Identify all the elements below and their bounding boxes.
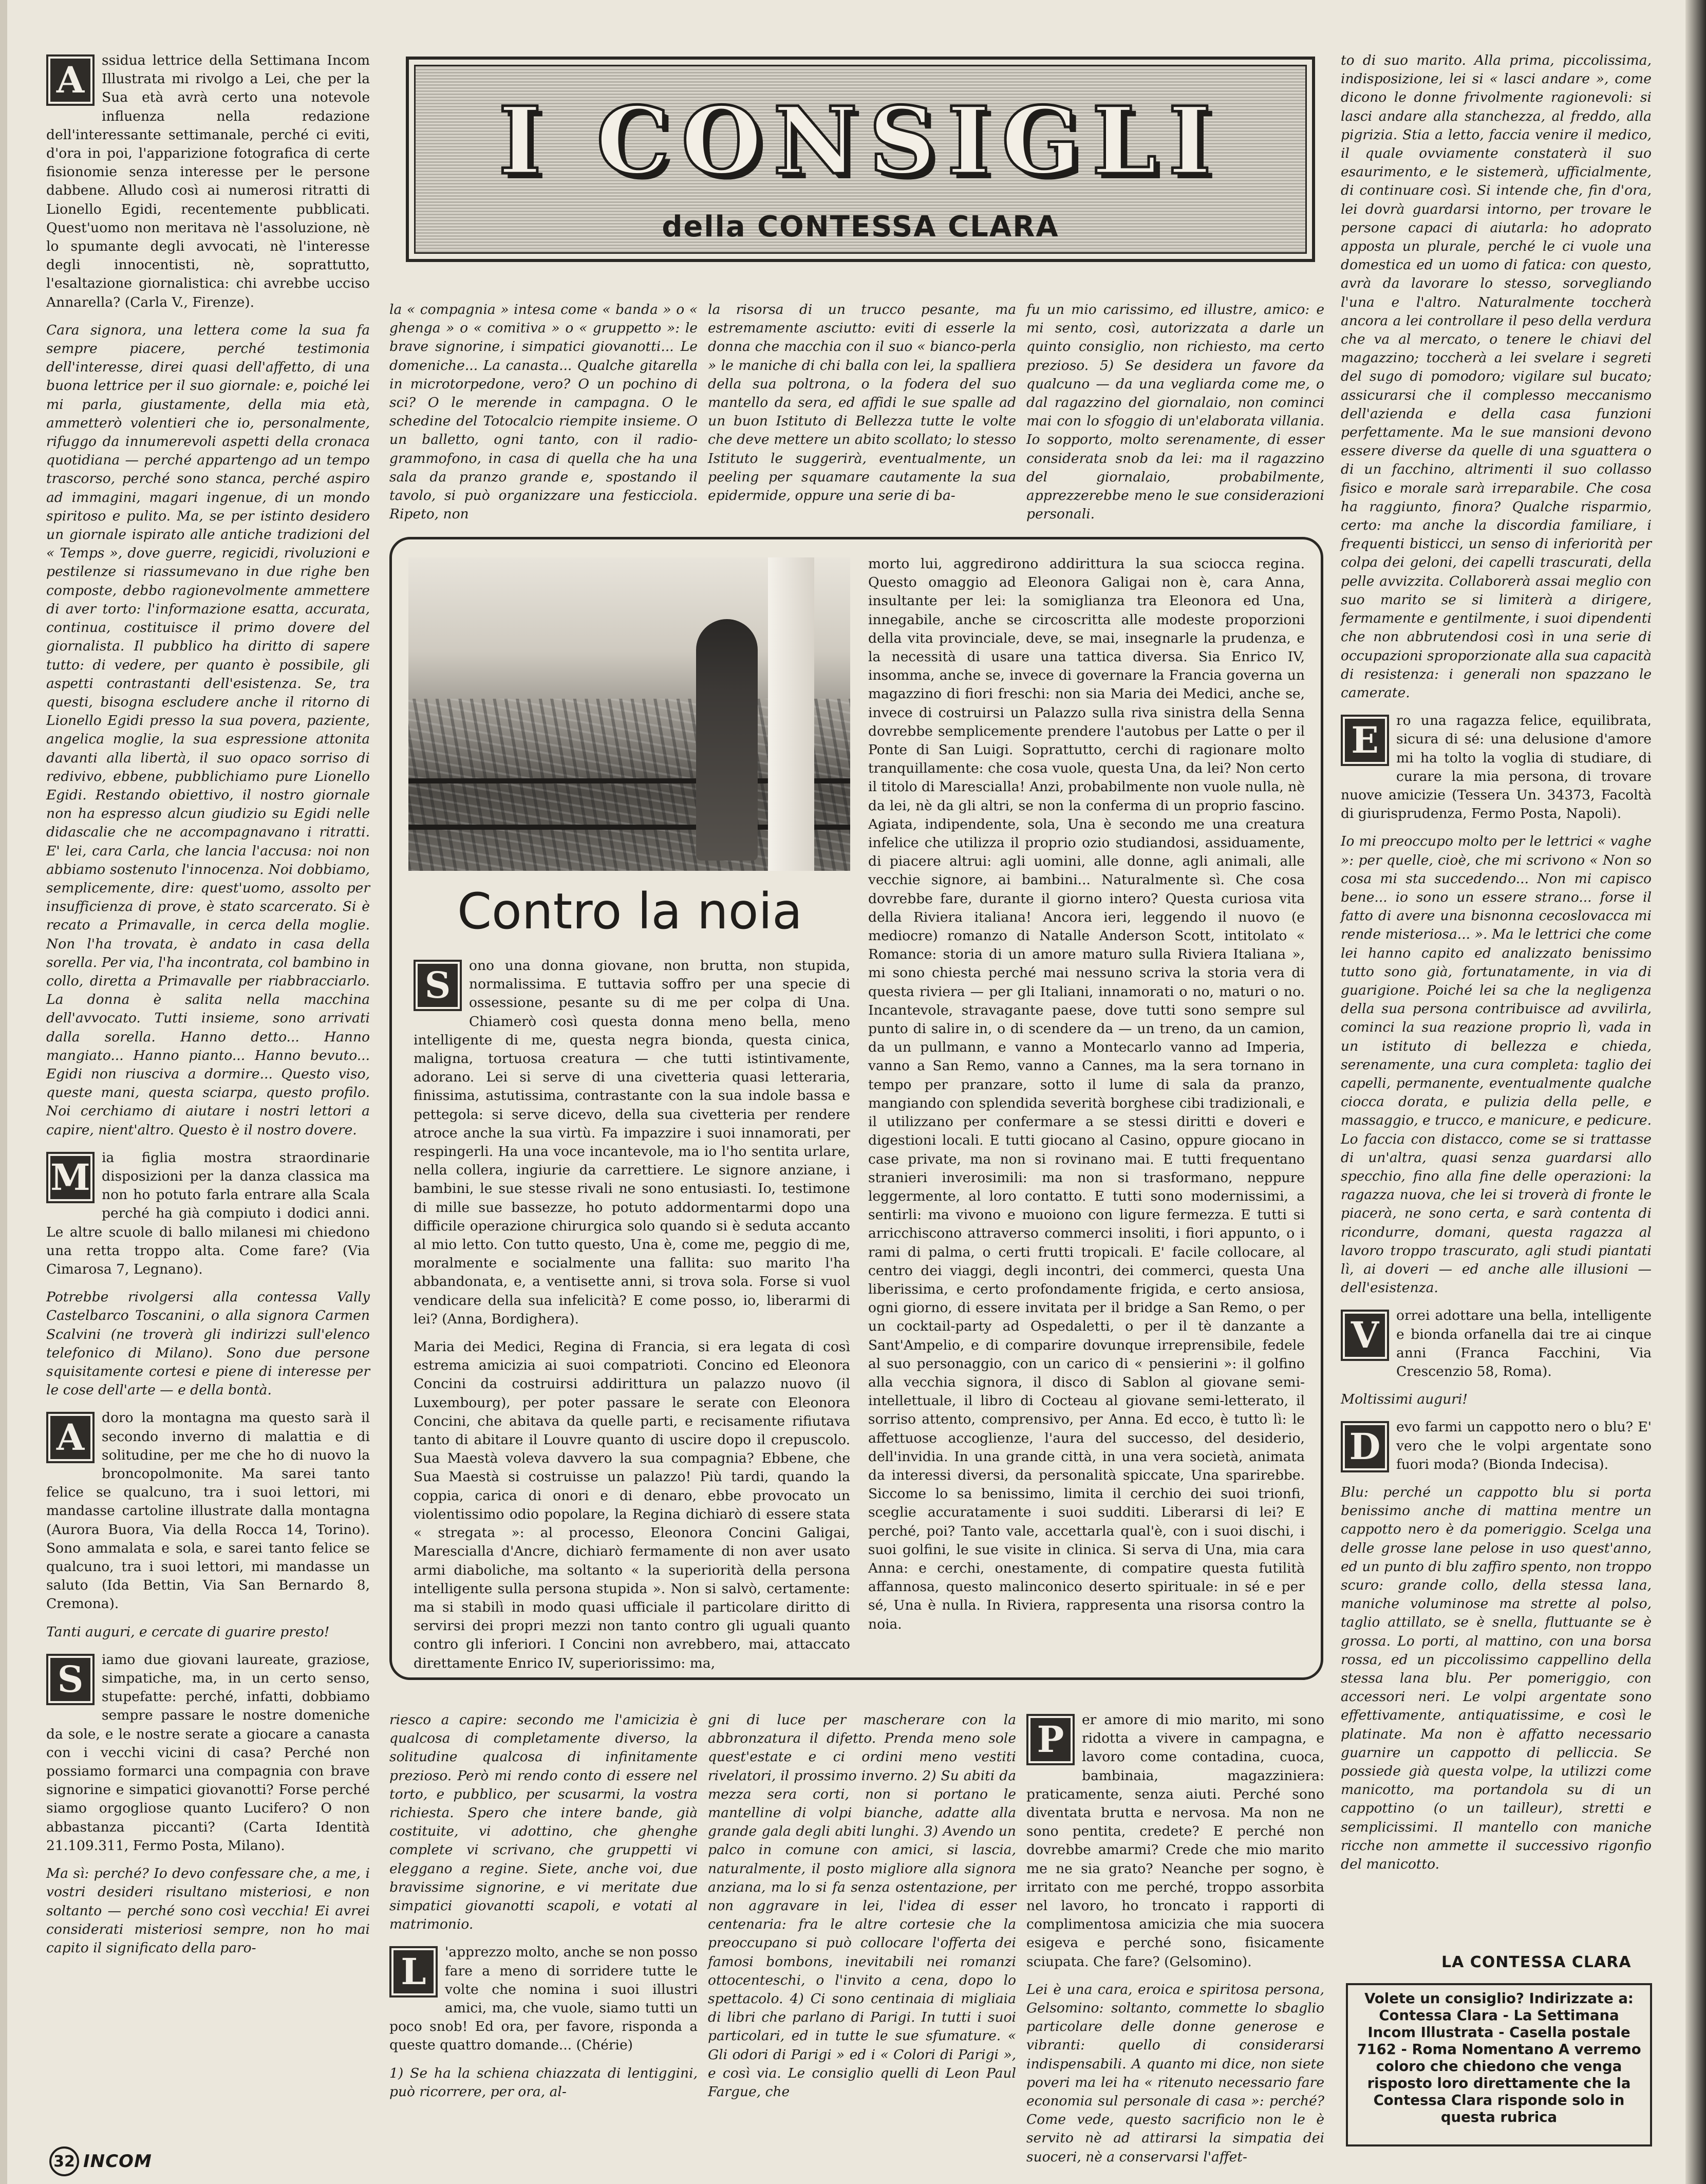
column-2-bottom xyxy=(389,1711,698,2153)
feature-heading: Contro la noia xyxy=(457,883,802,940)
reply-paragraph xyxy=(46,1288,370,1399)
letter-paragraph xyxy=(1341,1306,1652,1381)
paragraph-text: ro una ragazza felice, equilibrata, sicura di sé: una delusione d'amore mi ha tolto la voglia di studiare, di curare la mia persona, di trovare nuove amicizie (Tessera Un. 34373, Facoltà di giurisprudenza, Fermo Posta, Napoli). xyxy=(1341,713,1652,822)
drop-cap: V xyxy=(1341,1310,1389,1361)
column-3-top xyxy=(708,301,1016,521)
column-4-bottom xyxy=(1026,1711,1324,2165)
drop-cap: P xyxy=(1026,1714,1075,1765)
reply-paragraph xyxy=(1026,1981,1324,2167)
page-binding-edge xyxy=(0,0,7,2184)
drop-cap: A xyxy=(46,54,95,106)
drop-cap: M xyxy=(46,1152,95,1203)
letter-paragraph xyxy=(1026,1711,1324,1971)
letter-paragraph xyxy=(46,1651,370,1855)
column-5 xyxy=(1341,51,1652,1947)
column-1 xyxy=(46,51,370,2132)
reply-paragraph xyxy=(1341,1483,1652,1874)
signature: LA CONTESSA CLARA xyxy=(1441,1953,1632,1971)
paragraph-text: orrei adottare una bella, intelligente e bionda orfanella dai tre ai cinque anni (Franca Facchini, Via Crescenzio 58, Roma). xyxy=(1396,1308,1652,1380)
paragraph-text: iamo due giovani laureate, graziose, simpatiche, ma, in un certo senso, stupefatte: perché, infatti, dobbiamo sempre passare le nostre domeniche da sole, e le nostre serate a giocare a canasta con i vecchi vicini di casa? Perché non possiamo formarci una compagnia con brave signorine e simpatici giovanotti? Forse perché siamo orgogliose quanto Lucifero? O non abbastanza piccanti? (Carta Identità 21.109.311, Fermo Posta, Milano). xyxy=(46,1651,370,1854)
article-paragraph: gni di luce per mascherare con la abbronzatura il difetto. Prenda meno sole quest'estate e ci ordini meno vestiti rivelatori, il prossimo inverno. 2) Su abiti da mezza sera corti, non si portano le mantelline di volpi bianche, adatte alla grande gala degli abiti lunghi. 3) Avendo un palco in comune con amici, si lascia, naturalmente, il posto migliore alla signora anziana, ma lo si fa senza ostentazione, per non aggravare in lei, l'idea di esser centenaria: fra le altre cortesie che la preoccupano si può collocare l'offerta dei famosi bombons, inevitabili nei romanzi ottocenteschi, o l'invito a cena, dopo lo spettacolo. 4) Ci sono centinaia di migliaia di libri che parlano di Parigi. In tutti i suoi particolari, ed in tutte le sue sfumature. « Gli odori di Parigi » ed i « Colori di Parigi », e così via. Le consiglio quelli di Leon Paul Fargue, che xyxy=(708,1712,1016,2100)
reply-paragraph xyxy=(1341,1390,1652,1409)
paragraph-text: Ma sì: perché? Io devo confessare che, a me, i vostri desideri risultano misteriosi, e non soltanto — perché sono così vecchia! Ei avrei considerati misteriosi sempre, non ho mai capito il significato della paro- xyxy=(46,1865,370,1956)
reply-paragraph xyxy=(46,1623,370,1641)
drop-cap: D xyxy=(1341,1421,1389,1472)
paragraph-text: er amore di mio marito, mi sono ridotta a vivere in campagna, e lavoro come contadina, cuoca, bambinaia, magazziniera: praticamente, senza aiuti. Perché sono diventata brutta e nervosa. Ma non ne sono pentita, credete? E perché non dovrebbe amarmi? Crede che mio marito me ne sia grato? Neanche per sogno, è irritato con me perché, troppo assorbita nel lavoro, ho troncato i rapporti di complimentosa amicizia che mia suocera esigeva e perché sono, fisicamente sciupata. Che fare? (Gelsomino). xyxy=(1026,1712,1324,1970)
feature-right-column xyxy=(868,555,1305,1665)
reply-paragraph xyxy=(389,2064,698,2101)
page-number: 32 xyxy=(49,2146,79,2176)
reply-paragraph xyxy=(46,321,370,1140)
paragraph-text: Moltissimi auguri! xyxy=(1341,1391,1468,1408)
paragraph-text: ssidua lettrice della Settimana Incom Illustrata mi rivolgo a Lei, che per la Sua età avrà certo una notevole influenza nella redazione dell'interessante settimanale, perché ci eviti, d'ora in poi, l'apparizione fotografica di certe fisionomie senza interesse per le persone dabbene. Alludo così ai numerosi ritratti di Lionello Egidi, recentemente pubblicati. Quest'uomo non meritava nè l'assoluzione, nè lo spumante degli avvocati, nè l'interesse degli innocentisti, nè, soprattutto, l'esaltazione giornalistica: chi avrebbe ucciso Annarella? (Carla V., Firenze). xyxy=(46,52,370,310)
column-3-bottom xyxy=(708,1711,1016,2153)
article-paragraph: la « compagnia » intesa come « banda » o « ghenga » o « comitiva » o « gruppetto »: le brave signorine, i simpatici giovanotti... Le domeniche... La canasta... Qualche gitarella in microtorpedone, vero? O un pochino di sci? O le merende in campagna. O le schedine del Totocalcio riempite insieme. O un balletto, ogni tanto, con il radio-grammofono, in casa di quella che ha una sala da pranzo grande e, spostando il tavolo, si può organizzare una festicciola. Ripeto, non xyxy=(389,302,698,522)
paragraph-text: Maria dei Medici, Regina di Francia, si era legata di così estrema amicizia ai suoi compatrioti. Concino ed Eleonora Concini da costruirsi addirittura un palazzo nuovo (il Luxembourg), per poter passare le serate con Eleonora Concini, che abitava da quelle parti, e recisamente rifiutava tanto di abitare il Louvre quanto di uscire dopo il crepuscolo. Sua Maestà voleva davvero la sua compagnia? Ebbene, che Sua Maestà si costruisse un palazzo! Più tardi, quando la coppia, carica di onori e di denaro, ebbe provocato un violentissimo odio popolare, la Regina dichiarò di essere stata « stregata »: al processo, Eleonora Concini Galigai, Marescialla d'Ancre, dichiarò fermamente di non aver usato armi diaboliche, ma soltanto « la superiorità della persona intelligente sulla persona stupida ». Non si salvò, certamente: ma si stabilì in modo quasi ufficiale il particolare diritto di servirsi dei propri mezzi non tanto contro gli uguali quanto contro gli inferiori. I Concini non avrebbero, mai, attaccato direttamente Enrico IV, superiorissimo: ma, xyxy=(414,1339,850,1671)
letter-paragraph xyxy=(414,957,850,1329)
photo-woman-figure xyxy=(696,619,758,861)
paragraph-text: Potrebbe rivolgersi alla contessa Vally Castelbarco Toscanini, o alla signora Carmen Scalvini (ne troverà gli indirizzi sull'elenco telefonico di Milano). Sono due persone squisitamente cortesi e piene di interesse per le cose dell'arte — e della bontà. xyxy=(46,1289,370,1398)
column-2-top xyxy=(389,301,698,521)
paragraph-text: Lei è una cara, eroica e spiritosa persona, Gelsomino: soltanto, commette lo sbaglio particolare delle donne generose e vibranti: quello di considerarsi indispensabili. A quanto mi dice, non siete poveri ma lei ha « ritenuto necessario fare economia sul personale di casa »: perché? Come vede, questo sacrificio non le è servito nè ad attirarsi la simpatia dei suoceri, nè a conservarsi l'affet- xyxy=(1026,1981,1324,2165)
paragraph-text: evo farmi un cappotto nero o blu? E' vero che le volpi argentate sono fuori moda? (Bionda Indecisa). xyxy=(1396,1419,1652,1472)
paragraph-text: Tanti auguri, e cercate di guarire presto! xyxy=(46,1623,330,1640)
letter-paragraph xyxy=(1341,1418,1652,1474)
article-paragraph: morto lui, aggredirono addirittura la sua sciocca regina. Questo omaggio ad Eleonora Galigai non è, cara Anna, insultante per lei: la somiglianza tra Eleonora ed Una, innegabile, anche se circoscritta alle modeste proporzioni della vita provinciale, deve, se mai, insegnarle la prudenza, e la necessità di usare una tattica diversa. Sia Enrico IV, insomma, anche se, invece di governare la Francia governa un magazzino di fiori freschi: non sia Maria dei Medici, anche se, invece di costruirsi un Palazzo sulla riva sinistra della Senna dovrebbe semplicemente prendere l'autobus per Latte o per il Ponte di San Luigi. Soprattutto, cerchi di ragionare molto tranquillamente: che cosa vuole, questa Una, da lei? Non certo il titolo di Marescialla! Anzi, probabilmente non vuole nulla, nè da lei, nè da gli altri, se non la conferma di un proprio fascino. Agiata, indipendente, sola, Una è secondo me una creatura infelice che utilizza il proprio ozio studiandosi, assiduamente, di piacere altrui: agli uomini, alle donne, agli animali, alle vecchie signore, ai bambini... Naturalmente sì. Che cosa dovrebbe fare, durante il giorno intero? Questa curiosa vita della Riviera italiana! Ancora ieri, leggendo il nuovo (e mediocre) romanzo di Natalle Anderson Scott, intitolato « Romance: storia di un amore maturo sulla Riviera Italiana », mi sono chiesta perché mai nessuno scriva la storia vera di questa riviera — per gli Italiani, innamorati o no, maturi o no. Incantevole, stravagante paese, dove tutti sono sempre sul punto di salire in, o di scendere da — un treno, da un camion, da un pullmann, e vanno a Montecarlo vanno ad Imperia, vanno a San Remo, vanno a Cannes, ma la sera tornano in tempo per pranzare, sotto il lume di sala da pranzo, mangiando con splendida severità borghese cibi tradizionali, e il utilizzano per confermare a se stessi diritti e doveri e digestioni locali. E tutti giocano al Casino, oppure giocano in case private, ma non si rovinano mai. E tutti frequentano stranieri inverosimili: ma non si trasformano, neppure leggermente, al loro contatto. E tutti sono modernissimi, a sentirli: ma vivono e muoiono con ligure fermezza. E tutti si arricchiscono attraverso commerci insoliti, i fiori appunto, o i rami di palma, o certi frutti tropicali. E' facile collocare, al centro dei viaggi, degli incontri, dei commerci, questa Una liberissima, e certo profondamente frigida, e certo ansiosa, ogni giorno, di essere invitata per il bridge a San Remo, o per un cocktail-party ad Ospedaletti, o per il tè danzante a Sant'Ampelio, e di comparire dovunque irreprensibile, fedele al suo personaggio, con un carico di « pensierini »: il golfino alla vecchia signora, il disco di Sablon al giovane semi-intellettuale, il libro di Cocteau al giovane semi-letterato, il sorriso attento, comprensivo, per Anna. Ed ecco, è tutto lì: le affettuose accoglienze, l'aura del successo, del desiderio, dell'invidia. In una grande città, in una vera società, animata da interessi diversi, da personalità spiccate, Una sparirebbe. Siccome lo sa benissimo, limita il cerchio dei suoi trionfi, sceglie accuratamente i suoi sudditi. Liberarsi di lei? E perché, poi? Tanto vale, accettarla qual'è, con i suoi dischi, i suoi golfini, le sue visite in clinica. Si serva di Una, mia cara Anna: e cerchi, onestamente, di compatire questa futilità affannosa, questo malinconico deserto spirituale: in sé e per sé, Una è nulla. In Riviera, rappresenta una risorsa contro la noia. xyxy=(868,556,1305,1632)
letter-paragraph xyxy=(1341,712,1652,823)
paragraph-text: ono una donna giovane, non brutta, non stupida, normalissima. E tuttavia soffro per una specie di ossessione, pesante su di me per colpa di Una. Chiamerò così questa donna meno bella, meno intelligente di me, questa negra bionda, questa cinica, maligna, tortuosa creatura — che tutti istintivamente, adorano. Lei si serve di una civetteria quasi letteraria, finissima, astutissima, contrastante con la sua indole bassa e pettegola: si serve dicevo, della sua civetteria per rendere atroce anche la sua virtù. Fa impazzire i suoi innamorati, per respingerli. Ha una voce incantevole, ma io l'ho sentita urlare, nella collera, ingiurie da carrettiere. Le signore anziane, i bambini, le sue stesse rivali ne sono entusiasti. Io, testimone di mille sue bassezze, ho potuto addormentarmi dopo una difficile operazione chirurgica solo quando si è seduta accanto al mio letto. Con tutto questo, Una è, come me, peggio di me, moralmente e socialmente una fallita: suo marito l'ha abbandonata, e, a ventisette anni, si trova sola. Forse si vuol vendicare della sua infelicità? E come posso, io, liberarmi di lei? (Anna, Bordighera). xyxy=(414,958,850,1327)
letter-paragraph xyxy=(46,1409,370,1613)
paragraph-text: Io mi preoccupo molto per le lettrici « vaghe »: per quelle, cioè, che mi scrivono « Non so cosa mi sta succedendo... Non mi capisco bene... io sono un essere strano... forse il fatto di avere una bisnonna cecoslovacca mi rende misteriosa... ». Ma le lettrici che come lei hanno capito ed analizzato benissimo tutto sono già, fortunatamente, in via di guarigione. Poiché lei sa che la negligenza della sua persona contribuisce ad avvilirla, cominci la sua reazione proprio lì, vada in un istituto di bellezza e chieda, serenamente, una cura completa: taglio dei capelli, permanente, eventualmente qualche ciocca dorata, e pulizia della pelle, e massaggio, e trucco, e manicure, e pedicure. Lo faccia con distacco, come se si trattasse di un'altra, quasi senza guardarsi allo specchio, fino alla fine delle operazioni: la ragazza nuova, che lei si troverà di fronte le piacerà, ne sono certa, e sarà contenta di ricondurre, domani, questa ragazza al lavoro troppo trascurato, agli studi piantati lì, ai doveri — ed anche alle illusioni — dell'esistenza. xyxy=(1341,833,1652,1296)
magazine-logo: INCOM xyxy=(83,2151,152,2172)
paragraph-text: 'apprezzo molto, anche se non posso fare a meno di sorridere tutte le volte che nomina i suoi illustri amici, ma, che vuole, siamo tutti un poco snob! Ed ora, per favore, risponda a queste quattro domande... (Chérie) xyxy=(389,1944,698,2054)
letter-paragraph xyxy=(46,51,370,312)
photo-pillar xyxy=(768,557,814,871)
page-subtitle: della CONTESSA CLARA xyxy=(662,210,1059,244)
drop-cap: E xyxy=(1341,715,1389,766)
reply-paragraph xyxy=(1341,51,1652,702)
drop-cap: A xyxy=(46,1412,95,1463)
drop-cap: L xyxy=(389,1946,438,1998)
article-paragraph: la risorsa di un trucco pesante, ma estremamente asciutto: eviti di esserle la donna che macchia con il suo « bianco-perla » le maniche di chi balla con lei, la spalliera della sua poltrona, o la fodera del suo mantello da sera, ed affidi le sue spalle ad un buon Istituto di Bellezza tutte le volte che deve mettere un abito scollato; lo stesso Istituto le suggerirà, eventualmente, un peeling per squamare cautamente la sua epidermide, oppure una serie di ba- xyxy=(708,302,1016,504)
reply-paragraph xyxy=(46,1864,370,1957)
paragraph-text: Cara signora, una lettera come la sua fa sempre piacere, perché testimonia dell'interesse, direi quasi dell'affetto, di una buona lettrice per il suo giornale: e, poiché lei mi parla, giustamente, della mia età, ammetterò volentieri che io, personalmente, rifuggo da innumerevoli aspetti della cronaca quotidiana — perché appartengo ad un tempo trascorso, perché sono stanca, perché aspiro ad immagini, magari ingenue, di un mondo spiritoso e pulito. Ma, se per istinto desidero un giornale ispirato alle antiche tradizioni del « Temps », dove guerre, regicidi, rivoluzioni e pestilenze si riassumevano in due righe ben composte, debbo ragionevolmente ammettere di aver torto: l'informazione esatta, accurata, continua, costituisce il primo dovere del giornalista. Il pubblico ha diritto di sapere tutto: di vedere, per quanto è possibile, gli aspetti contrastanti dell'esistenza. Se, tra questi, bisogna escludere anche il ritorno di Lionello Egidi presso la sua povera, paziente, angelica moglie, la sua espressione attonita davanti alla libertà, il suo opaco sorriso di redivivo, ebbene, pubblichiamo pure Lionello Egidi. Restando obiettivo, il nostro giornale non ha espresso alcun giudizio su Egidi nelle didascalie che ne accompagnavano i ritratti. E' lei, cara Carla, che lancia l'accusa: noi non abbiamo sostenuto l'innocenza. Noi dobbiamo, semplicemente, dire: quest'uomo, assolto per insufficienza di prove, è stato scarcerato. Si è recato a Primavalle, in cerca della moglie. Non l'ha trovata, è andato in casa della sorella. Per via, l'ha incontrata, col bambino in collo, diretta a Primavalle per riabbracciarlo. La donna è salita nella macchina dell'avvocato. Tutti insieme, sono arrivati dalla sorella. Hanno detto... Hanno mangiato... Hanno pianto... Hanno bevuto... Egidi non riusciva a dormire... Questo viso, queste mani, questa sciarpa, questo profilo. Noi cerchiamo di aiutare i nostri lettori a capire, nient'altro. Questo è il nostro dovere. xyxy=(46,322,370,1138)
reply-paragraph xyxy=(1341,832,1652,1297)
drop-cap: S xyxy=(46,1654,95,1705)
article-paragraph: fu un mio carissimo, ed illustre, amico: e mi sento, così, autorizzata a darle un quinto consiglio, non richiesto, ma certo prezioso. 5) Se desidera un favore da qualcuno — da una vegliarda come me, o dal ragazzino del giornalaio, non cominci mai con lo sfoggio di un'elaborata villania. Io sopporto, molto serenamente, di esser considerata snob da lei: ma il ragazzino del giornalaio, probabilmente, apprezzerebbe meno le sue considerazioni personali. xyxy=(1026,302,1324,522)
paragraph-text: riesco a capire: secondo me l'amicizia è qualcosa di completamente diverso, la solitudine qualcosa di infinitamente prezioso. Però mi rendo conto di essere nel torto, e pubblico, per scusarmi, la vostra richiesta. Spero che intere bande, già costituite, vi adottino, che ghenghe complete vi scrivano, che gruppetti vi eleggano a regine. Siete, anche voi, due bravissime signorine, e vi meritate due simpatici giovanotti scapoli, e votati al matrimonio. xyxy=(389,1712,698,1933)
letter-paragraph xyxy=(46,1149,370,1279)
feature-photo xyxy=(408,557,850,871)
feature-left-column xyxy=(414,957,850,1671)
contact-notice-text: Volete un consiglio? Indirizzate a: Contessa Clara - La Settimana Incom Illustrata - Casella postale 7162 - Roma Nomentano A verremo coloro che chiedono che venga risposto loro direttamente che la Contessa Clara risponde solo in questa rubrica xyxy=(1357,1990,1641,2125)
paragraph-text: doro la montagna ma questo sarà il secondo inverno di malattia e di solitudine, per me che ho di nuovo la broncopolmonite. Ma sarei tanto felice se qualcuno, tra i suoi lettori, mi mandasse cartoline illustrate dalla montagna (Aurora Buora, Via della Rocca 14, Torino). Sono ammalata e sola, e sarei tanto felice se qualcuno, tra i suoi lettori, mi mandasse un saluto (Ida Bettin, Via San Bernardo 8, Cremona). xyxy=(46,1410,370,1612)
reply-paragraph xyxy=(389,1711,698,1934)
reply-paragraph xyxy=(414,1338,850,1673)
page-right-edge xyxy=(1685,0,1706,2184)
page-title: I CONSIGLI xyxy=(498,87,1223,195)
page-footer xyxy=(49,2146,152,2176)
letter-paragraph xyxy=(389,1943,698,2055)
paragraph-text: Blu: perché un cappotto blu si porta benissimo anche di mattina mentre un cappotto nero è da pomeriggio. Scelga una delle grosse lane pelose in uso quest'anno, ed un punto di blu zaffiro spento, non troppo scuro: grande collo, della stessa lana, maniche voluminose ma strette al polso, taglio attillato, se è snella, fluttuante se è grossa. Lo porti, al mattino, con una borsa rossa, ed un piccolissimo cappellino della stessa lana blu. Per pomeriggio, con accessori neri. Le volpi argentate sono effettivamente, antiquatissime, e così le platinate. Ma non è affatto necessario guarnire un cappotto di pelliccia. Se possiede già questa volpe, la utilizzi come manicotto, ma portandola su di un cappottino (o un tailleur), stretti e semplicissimi. Il mantello con maniche ricche non ammette il successivo rigonfio del manicotto. xyxy=(1341,1484,1652,1873)
paragraph-text: ia figlia mostra straordinarie disposizioni per la danza classica ma non ho potuto farla entrare alla Scala perché ha già compiuto i dodici anni. Le altre scuole di ballo milanesi mi chiedono una retta troppo alta. Come fare? (Via Cimarosa 7, Legnano). xyxy=(46,1149,370,1277)
drop-cap: S xyxy=(414,960,462,1011)
column-4-top xyxy=(1026,301,1324,521)
paragraph-text: 1) Se ha la schiena chiazzata di lentiggini, può ricorrere, per ora, al- xyxy=(389,2065,698,2100)
contact-notice-box xyxy=(1346,1983,1652,2146)
paragraph-text: to di suo marito. Alla prima, piccolissima, indisposizione, lei si « lasci andare », come dicono le donne frivolmente ragionevoli: si lasci andare alla stanchezza, al freddo, alla pigrizia. Stia a letto, faccia venire il medico, il quale ovviamente constaterà il suo esaurimento, e le sistemerà, ufficialmente, di continuare così. Si intende che, fin d'ora, lei dovrà guardarsi intorno, per trovare le persone capaci di aiutarla: ho adoprato apposta un plurale, perché le ci vuole una domestica ed un uomo di fatica: con questo, avrà da lavorare lo stesso, sorvegliando l'una e l'altro. Naturalmente toccherà ancora a lei controllare il peso della verdura che va al mercato, o tenere le chiavi del magazzino; toccherà a lei svelare i segreti del sugo di pomodoro; vigilare sul bucato; assicurarsi che il complesso meccanismo dell'azienda e della casa funzioni perfettamente. Ma le sue mansioni devono essere diverse da quelle di una sguattera o di un facchino, altrimenti il suo collasso fisico e morale sarà irreparabile. Che cosa ha raggiunto, finora? Qualche risparmio, certo: ma anche la discordia familiare, i frequenti bisticci, un senso di inferiorità per colpa dei geloni, dei capelli trascurati, della pelle avvizzita. Collaborerà assai meglio con suo marito se si limiterà a dirigere, fermamente e gentilmente, i suoi dipendenti che non abbrutendosi così in una serie di occupazioni sproporzionate alla sua capacità di resistenza: i generali non spazzano le camerate. xyxy=(1341,52,1652,701)
column-header-banner xyxy=(406,57,1315,262)
banner-striped-panel xyxy=(414,65,1307,254)
